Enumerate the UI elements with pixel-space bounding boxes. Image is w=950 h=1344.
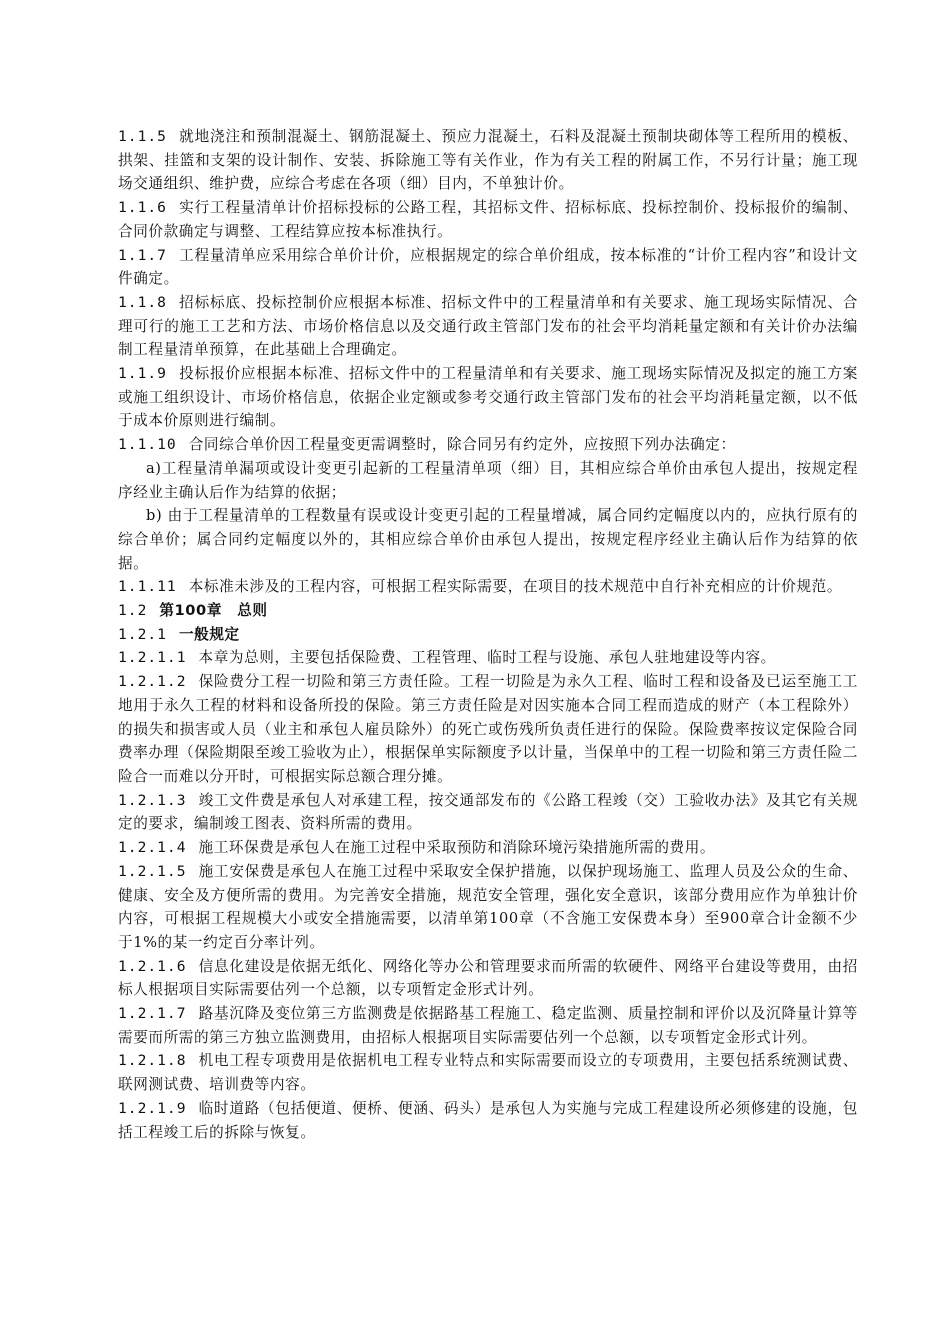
clause-text: 施工安保费是承包人在施工过程中采取安全保护措施，以保护现场施工、监理人员及公众的生命、健康、安全及方便所需的费用。为完善安全措施，规范安全管理，强化安全意识，该部分费用应作为单独计价内容，可根据工程规模大小或安全措施需要，以清单第100章（不含施工安保费本身）至900章合计金额不少于1%的某一约定百分率计列。 [118,862,858,951]
clause-number: 1.2.1.5 [118,862,187,880]
clause-text: 招标标底、投标控制价应根据本标准、招标文件中的工程量清单和有关要求、施工现场实际情况、合理可行的施工工艺和方法、市场价格信息以及交通行政主管部门发布的社会平均消耗量定额和有关计价办法编制工程量清单预算，在此基础上合理确定。 [118,293,858,359]
clause-paragraph [118,433,858,457]
clause-paragraph [118,457,858,504]
clause-text: 就地浇注和预制混凝土、钢筋混凝土、预应力混凝土，石料及混凝土预制块砌体等工程所用的模板、拱架、挂篮和支架的设计制作、安装、拆除施工等有关作业，作为有关工程的附属工作，不另行计量；施工现场交通组织、维护费，应综合考虑在各项（细）目内，不单独计价。 [118,128,858,193]
clause-number: 1.1.8 [118,293,167,311]
clause-paragraph [118,291,858,362]
clause-text: 第100章 总则 [159,602,268,620]
clause-number: 1.1.6 [118,199,167,217]
clause-text: 路基沉降及变位第三方监测费是依据路基工程施工、稳定监测、质量控制和评价以及沉降量计算等需要而所需的第三方独立监测费用，由招标人根据项目实际需要估列一个总额，以专项暂定金形式计列。 [118,1005,858,1046]
clause-paragraph [118,362,858,433]
clause-paragraph [118,836,858,860]
clause-text: 机电工程专项费用是依据机电工程专业特点和实际需要而设立的专项费用，主要包括系统测试费、联网测试费、培训费等内容。 [118,1052,858,1094]
clause-paragraph [118,125,858,196]
clause-number: 1.1.7 [118,246,167,264]
clause-paragraph [118,244,858,291]
clause-text: 投标报价应根据本标准、招标文件中的工程量清单和有关要求、施工现场实际情况及拟定的施工方案或施工组织设计、市场价格信息，依据企业定额或参考交通行政主管部门发布的社会平均消耗量定额，以不低于成本价原则进行编制。 [118,365,858,430]
clause-text: a)工程量清单漏项或设计变更引起新的工程量清单项（细）目，其相应综合单价由承包人提出，按规定程序经业主确认后作为结算的依据； [118,459,858,501]
clause-number: 1.2.1.6 [118,957,187,975]
clause-number: 1.2 [118,602,148,620]
clause-number: 1.1.5 [118,128,167,145]
clause-paragraph [118,1002,858,1049]
clause-paragraph [118,955,858,1002]
clause-text: 实行工程量清单计价招标投标的公路工程，其招标文件、招标标底、投标控制价、投标报价的编制、合同价款确定与调整、工程结算应按本标准执行。 [118,199,858,240]
clause-text: 本标准未涉及的工程内容，可根据工程实际需要，在项目的技术规范中自行补充相应的计价规范。 [188,578,843,596]
clause-text: 本章为总则，主要包括保险费、工程管理、临时工程与设施、承包人驻地建设等内容。 [198,649,776,667]
section-heading [118,599,858,623]
clause-number: 1.2.1.2 [118,673,187,691]
clause-paragraph [118,1097,858,1144]
clause-paragraph [118,646,858,670]
clause-number: 1.2.1.7 [118,1005,187,1023]
clause-text: 施工环保费是承包人在施工过程中采取预防和消除环境污染措施所需的费用。 [198,839,716,857]
section-heading [118,623,858,647]
clause-number: 1.2.1 [118,625,167,643]
clause-paragraph [118,670,858,789]
clause-text: 一般规定 [178,625,240,643]
clause-text: 合同综合单价因工程量变更需调整时，除合同另有约定外，应按照下列办法确定： [188,436,736,454]
clause-number: 1.2.1.4 [118,839,187,857]
document-body [118,125,858,1144]
clause-number: 1.1.9 [118,365,167,383]
clause-number: 1.1.11 [118,578,177,596]
clause-paragraph [118,504,858,575]
clause-text: 保险费分工程一切险和第三方责任险。工程一切险是为永久工程、临时工程和设备及已运至施工工地用于永久工程的材料和设备所投的保险。第三方责任险是对因实施本合同工程而造成的财产（本工程除外）的损失和损害或人员（业主和承包人雇员除外）的死亡或伤残所负责任进行的保险。保险费率按议定保险合同费率办理（保险期限至竣工验收为止），根据保单实际额度予以计量，当保单中的工程一切险和第三方责任险二险合一而难以分开时，可根据实际总额合理分摊。 [118,673,858,785]
clause-text: 信息化建设是依据无纸化、网络化等办公和管理要求而所需的软硬件、网络平台建设等费用，由招标人根据项目实际需要估列一个总额，以专项暂定金形式计列。 [118,957,858,999]
clause-number: 1.2.1.3 [118,791,187,809]
clause-text: 临时道路（包括便道、便桥、便涵、码头）是承包人为实施与完成工程建设所必须修建的设施，包括工程竣工后的拆除与恢复。 [118,1099,858,1141]
clause-paragraph [118,860,858,955]
clause-number: 1.1.10 [118,436,177,454]
clause-paragraph [118,575,858,599]
clause-text: b) 由于工程量清单的工程数量有误或设计变更引起的工程量增减，属合同约定幅度以内的，应执行原有的综合单价；属合同约定幅度以外的，其相应综合单价由承包人提出，按规定程序经业主确认后作为结算的依据。 [118,507,858,572]
clause-paragraph [118,789,858,836]
clause-number: 1.2.1.9 [118,1099,187,1117]
clause-paragraph [118,1049,858,1096]
clause-number: 1.2.1.8 [118,1052,187,1070]
clause-text: 竣工文件费是承包人对承建工程，按交通部发布的《公路工程竣（交）工验收办法》及其它有关规 定的要求，编制竣工图表、资料所需的费用。 [118,791,858,833]
clause-text: 工程量清单应采用综合单价计价，应根据规定的综合单价组成，按本标准的“计价工程内容”和设计文件确定。 [118,246,858,288]
clause-paragraph [118,196,858,243]
clause-number: 1.2.1.1 [118,649,187,667]
